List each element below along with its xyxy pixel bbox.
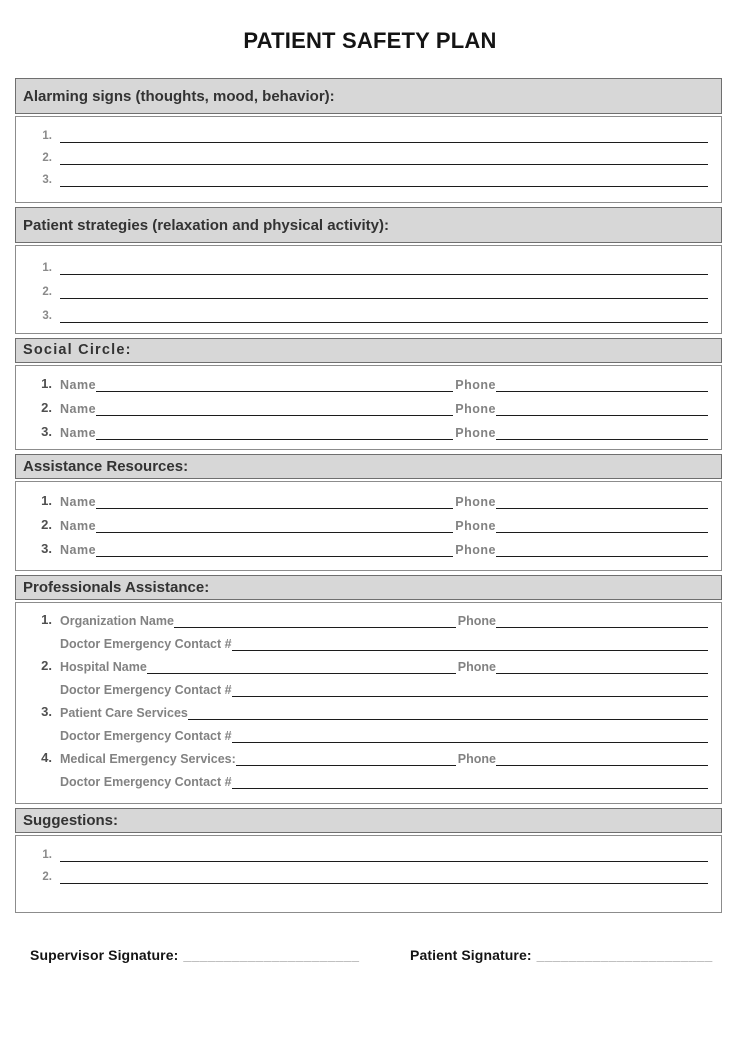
section-alarming-signs bbox=[15, 78, 722, 203]
section-body-professionals-assistance bbox=[15, 602, 722, 804]
doctor-emergency-contact-label: Doctor Emergency Contact # bbox=[60, 636, 232, 651]
social-3-name-field[interactable] bbox=[96, 436, 453, 440]
social-3-phone-field[interactable] bbox=[496, 436, 708, 440]
resource-2-name-field[interactable] bbox=[96, 529, 453, 533]
section-header-patient-strategies bbox=[15, 207, 722, 243]
section-header-label: Assistance Resources: bbox=[23, 458, 189, 475]
phone-label: Phone bbox=[455, 425, 496, 440]
section-header-assistance-resources bbox=[15, 454, 722, 479]
alarming-sign-3-field[interactable] bbox=[60, 183, 708, 187]
section-header-alarming-signs bbox=[15, 78, 722, 114]
section-header-label: Social Circle: bbox=[23, 342, 132, 359]
name-label: Name bbox=[60, 542, 97, 557]
patient-care-services-label: Patient Care Services bbox=[60, 705, 188, 720]
hospital-phone-field[interactable] bbox=[496, 670, 708, 674]
social-2-name-field[interactable] bbox=[96, 412, 453, 416]
row-number: 1. bbox=[41, 376, 52, 392]
form-row bbox=[36, 392, 708, 416]
form-row bbox=[36, 368, 708, 392]
patient-care-services-field[interactable] bbox=[188, 716, 708, 720]
row-number: 3. bbox=[41, 704, 52, 720]
resource-3-phone-field[interactable] bbox=[496, 553, 708, 557]
phone-label: Phone bbox=[455, 377, 496, 392]
patient-signature bbox=[410, 947, 713, 963]
section-header-label: Alarming signs (thoughts, mood, behavior): bbox=[23, 87, 335, 105]
row-number: 2. bbox=[42, 151, 52, 164]
medical-emergency-services-field[interactable] bbox=[236, 762, 456, 766]
phone-label: Phone bbox=[457, 613, 496, 628]
form-row bbox=[36, 299, 708, 323]
resource-2-phone-field[interactable] bbox=[496, 529, 708, 533]
hospital-emergency-contact-field[interactable] bbox=[232, 693, 708, 697]
form-row bbox=[36, 485, 708, 509]
form-row bbox=[36, 862, 708, 884]
row-number: 1. bbox=[42, 261, 52, 274]
phone-label: Phone bbox=[455, 401, 496, 416]
name-label: Name bbox=[60, 518, 97, 533]
form-row bbox=[36, 674, 708, 697]
form-row bbox=[36, 651, 708, 674]
resource-3-name-field[interactable] bbox=[96, 553, 453, 557]
section-body-assistance-resources bbox=[15, 481, 722, 571]
form-row bbox=[36, 766, 708, 789]
medical-emergency-services-label: Medical Emergency Services: bbox=[60, 751, 236, 766]
phone-label: Phone bbox=[455, 494, 496, 509]
form-row bbox=[36, 533, 708, 557]
social-1-name-field[interactable] bbox=[96, 388, 453, 392]
resource-1-phone-field[interactable] bbox=[496, 505, 708, 509]
strategy-2-field[interactable] bbox=[60, 295, 708, 299]
supervisor-signature-field[interactable]: ______________________ bbox=[183, 948, 360, 963]
row-number: 1. bbox=[42, 129, 52, 142]
name-label: Name bbox=[60, 377, 97, 392]
form-row bbox=[36, 697, 708, 720]
form-row bbox=[36, 628, 708, 651]
alarming-sign-2-field[interactable] bbox=[60, 161, 708, 165]
section-header-suggestions bbox=[15, 808, 722, 833]
phone-label: Phone bbox=[455, 542, 496, 557]
medical-emergency-contact-field[interactable] bbox=[232, 785, 708, 789]
row-number: 3. bbox=[41, 424, 52, 440]
form-row bbox=[36, 165, 708, 187]
signature-row bbox=[30, 947, 740, 963]
section-body-alarming-signs bbox=[15, 116, 722, 203]
medical-emergency-phone-field[interactable] bbox=[496, 762, 708, 766]
patient-signature-field[interactable]: ______________________ bbox=[536, 948, 713, 963]
social-2-phone-field[interactable] bbox=[496, 412, 708, 416]
row-number: 2. bbox=[41, 658, 52, 674]
section-suggestions bbox=[15, 808, 722, 913]
section-header-label: Professionals Assistance: bbox=[23, 579, 210, 596]
patient-care-emergency-contact-field[interactable] bbox=[232, 739, 708, 743]
row-number: 2. bbox=[41, 400, 52, 416]
row-number: 1. bbox=[42, 848, 52, 861]
social-1-phone-field[interactable] bbox=[496, 388, 708, 392]
doctor-emergency-contact-label: Doctor Emergency Contact # bbox=[60, 682, 232, 697]
row-number: 1. bbox=[41, 493, 52, 509]
supervisor-signature bbox=[30, 947, 410, 963]
patient-signature-label: Patient Signature: bbox=[410, 947, 532, 963]
hospital-name-label: Hospital Name bbox=[60, 659, 147, 674]
page-title: PATIENT SAFETY PLAN bbox=[243, 28, 497, 53]
strategy-3-field[interactable] bbox=[60, 319, 708, 323]
supervisor-signature-label: Supervisor Signature: bbox=[30, 947, 179, 963]
row-number: 2. bbox=[41, 517, 52, 533]
safety-plan-form bbox=[15, 78, 722, 913]
row-number: 3. bbox=[42, 173, 52, 186]
form-row bbox=[36, 509, 708, 533]
section-header-label: Patient strategies (relaxation and physical activity): bbox=[23, 216, 389, 234]
row-number: 2. bbox=[42, 870, 52, 883]
section-social-circle bbox=[15, 338, 722, 450]
phone-label: Phone bbox=[455, 518, 496, 533]
section-body-patient-strategies bbox=[15, 245, 722, 334]
section-professionals-assistance bbox=[15, 575, 722, 804]
phone-label: Phone bbox=[457, 659, 496, 674]
row-number: 2. bbox=[42, 285, 52, 298]
section-patient-strategies bbox=[15, 207, 722, 334]
section-header-professionals-assistance bbox=[15, 575, 722, 600]
doctor-emergency-contact-label: Doctor Emergency Contact # bbox=[60, 774, 232, 789]
section-body-social-circle bbox=[15, 365, 722, 450]
name-label: Name bbox=[60, 401, 97, 416]
form-row bbox=[36, 840, 708, 862]
row-number: 4. bbox=[41, 750, 52, 766]
section-assistance-resources bbox=[15, 454, 722, 571]
form-row bbox=[36, 275, 708, 299]
form-row bbox=[36, 143, 708, 165]
resource-1-name-field[interactable] bbox=[96, 505, 453, 509]
suggestion-2-field[interactable] bbox=[60, 880, 708, 884]
phone-label: Phone bbox=[457, 751, 496, 766]
hospital-name-field[interactable] bbox=[147, 670, 456, 674]
section-body-suggestions bbox=[15, 835, 722, 913]
doctor-emergency-contact-label: Doctor Emergency Contact # bbox=[60, 728, 232, 743]
form-row bbox=[36, 743, 708, 766]
suggestion-1-field[interactable] bbox=[60, 858, 708, 862]
alarming-sign-1-field[interactable] bbox=[60, 139, 708, 143]
form-row bbox=[36, 605, 708, 628]
organization-phone-field[interactable] bbox=[496, 624, 708, 628]
organization-name-field[interactable] bbox=[174, 624, 456, 628]
row-number: 3. bbox=[42, 309, 52, 322]
row-number: 1. bbox=[41, 612, 52, 628]
name-label: Name bbox=[60, 494, 97, 509]
organization-name-label: Organization Name bbox=[60, 613, 174, 628]
organization-emergency-contact-field[interactable] bbox=[232, 647, 708, 651]
form-row bbox=[36, 121, 708, 143]
section-header-label: Suggestions: bbox=[23, 812, 119, 829]
form-row bbox=[36, 416, 708, 440]
row-number: 3. bbox=[41, 541, 52, 557]
form-row bbox=[36, 720, 708, 743]
form-row bbox=[36, 251, 708, 275]
strategy-1-field[interactable] bbox=[60, 271, 708, 275]
section-header-social-circle bbox=[15, 338, 722, 363]
name-label: Name bbox=[60, 425, 97, 440]
